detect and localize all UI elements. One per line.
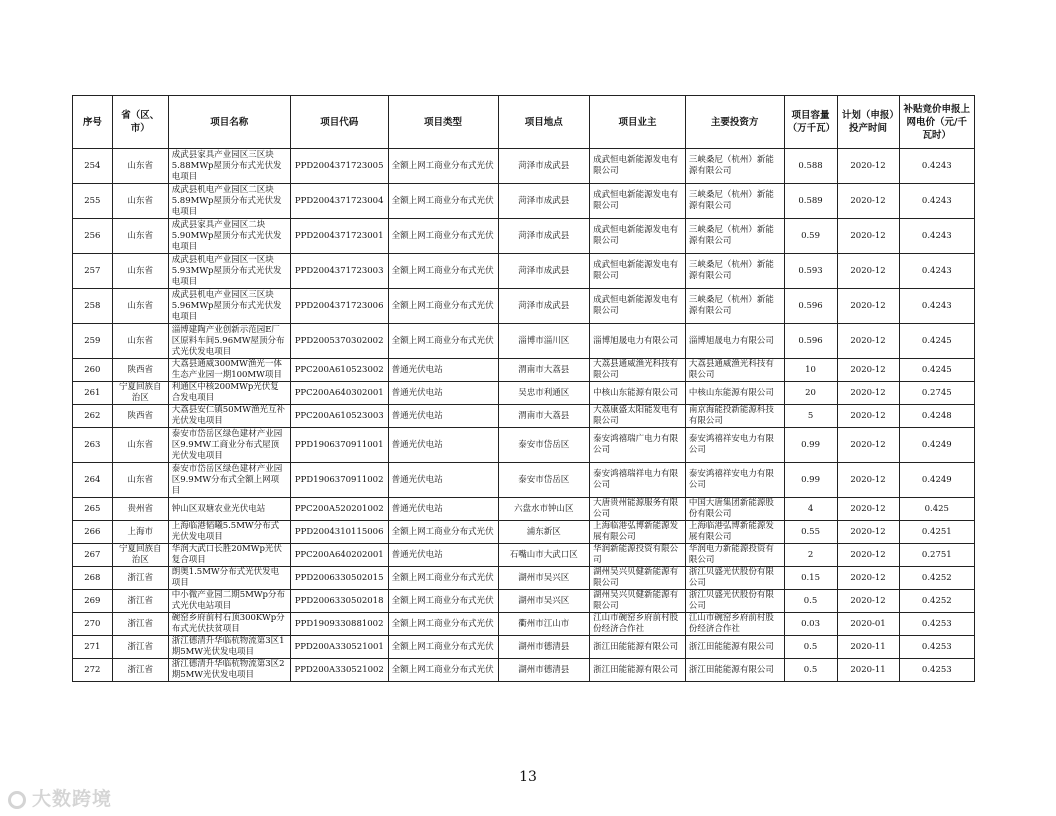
price-cell: 0.4249 [899,463,974,498]
price-cell: 0.4252 [899,567,974,590]
price-cell: 0.4253 [899,613,974,636]
price-cell: 0.4245 [899,324,974,359]
commission-date-cell: 2020-12 [837,463,899,498]
table-row [73,184,975,219]
province-cell: 山东省 [112,463,168,498]
project-code-cell: PPC200A610523002 [290,359,388,382]
serial-cell: 264 [73,463,113,498]
province-cell: 贵州省 [112,498,168,521]
project-code-cell: PPD2004371723001 [290,219,388,254]
province-cell: 浙江省 [112,613,168,636]
project-name-cell: 泰安市岱岳区绿色建材产业园区9.9MW分布式全额上网项目 [168,463,290,498]
table-row [73,219,975,254]
serial-cell: 255 [73,184,113,219]
project-type-cell: 全额上网工商业分布式光伏 [388,289,498,324]
header-commission-date: 计划（申报）投产时间 [837,96,899,149]
capacity-cell: 0.5 [784,659,837,682]
capacity-cell: 0.596 [784,289,837,324]
commission-date-cell: 2020-12 [837,544,899,567]
owner-cell: 浙江田能能源有限公司 [590,659,686,682]
owner-cell: 成武恒电新能源发电有限公司 [590,219,686,254]
commission-date-cell: 2020-11 [837,659,899,682]
investor-cell: 南京海能投新能源科技有限公司 [685,405,784,428]
investor-cell: 浙江田能能源有限公司 [685,659,784,682]
project-type-cell: 普通光伏电站 [388,428,498,463]
commission-date-cell: 2020-12 [837,521,899,544]
project-name-cell: 华润大武口长胜20MWp光伏复合项目 [168,544,290,567]
commission-date-cell: 2020-12 [837,405,899,428]
location-cell: 浦东新区 [498,521,590,544]
watermark [8,784,112,811]
price-cell: 0.4248 [899,405,974,428]
province-cell: 宁夏回族自治区 [112,544,168,567]
project-code-cell: PPD2004371723005 [290,149,388,184]
table-row [73,636,975,659]
table-row [73,498,975,521]
project-name-cell: 泰安市岱岳区绿色建材产业园区9.9MW工商业分布式屋顶光伏发电项目 [168,428,290,463]
serial-cell: 256 [73,219,113,254]
table-row [73,324,975,359]
price-cell: 0.4251 [899,521,974,544]
serial-cell: 257 [73,254,113,289]
capacity-cell: 10 [784,359,837,382]
header-bid-price: 补贴竞价申报上网电价（元/千瓦时） [899,96,974,149]
table-row [73,359,975,382]
project-code-cell: PPD2006330502015 [290,567,388,590]
location-cell: 石嘴山市大武口区 [498,544,590,567]
header-project-owner: 项目业主 [590,96,686,149]
location-cell: 淄博市淄川区 [498,324,590,359]
province-cell: 山东省 [112,254,168,289]
capacity-cell: 0.5 [784,590,837,613]
table-row [73,544,975,567]
watermark-text: 大数跨境 [32,788,113,810]
capacity-cell: 5 [784,405,837,428]
commission-date-cell: 2020-12 [837,184,899,219]
header-capacity: 项目容量（万千瓦） [784,96,837,149]
project-type-cell: 全额上网工商业分布式光伏 [388,521,498,544]
capacity-cell: 2 [784,544,837,567]
header-project-type: 项目类型 [388,96,498,149]
province-cell: 浙江省 [112,636,168,659]
investor-cell: 三峡桑尼（杭州）新能源有限公司 [685,254,784,289]
province-cell: 山东省 [112,184,168,219]
project-code-cell: PPD1906370911001 [290,428,388,463]
header-project-location: 项目地点 [498,96,590,149]
project-name-cell: 成武县机电产业园区二区块5.89MWp屋顶分布式光伏发电项目 [168,184,290,219]
capacity-cell: 20 [784,382,837,405]
owner-cell: 湖州吴兴贝健新能源有限公司 [590,567,686,590]
location-cell: 菏泽市成武县 [498,149,590,184]
owner-cell: 泰安鸿禧瑞广电力有限公司 [590,428,686,463]
table-row [73,289,975,324]
serial-cell: 263 [73,428,113,463]
province-cell: 山东省 [112,428,168,463]
price-cell: 0.2751 [899,544,974,567]
capacity-cell: 0.03 [784,613,837,636]
project-name-cell: 淄博建陶产业创新示范园E厂区原料车间5.96MW屋顶分布式光伏发电项目 [168,324,290,359]
project-name-cell: 利通区中核200MWp光伏复合发电项目 [168,382,290,405]
owner-cell: 浙江田能能源有限公司 [590,636,686,659]
capacity-cell: 0.5 [784,636,837,659]
table-row [73,382,975,405]
header-project-code: 项目代码 [290,96,388,149]
price-cell: 0.4243 [899,219,974,254]
location-cell: 湖州市德清县 [498,659,590,682]
project-name-cell: 上海临港韬曦5.5MW分布式光伏发电项目 [168,521,290,544]
project-code-cell: PPC200A640202001 [290,544,388,567]
owner-cell: 成武恒电新能源发电有限公司 [590,149,686,184]
project-code-cell: PPD2005370302002 [290,324,388,359]
project-name-cell: 碗窑乡府前村石顶300KWp分布式光伏扶贫项目 [168,613,290,636]
investor-cell: 泰安鸿禧祥安电力有限公司 [685,463,784,498]
header-main-investor: 主要投资方 [685,96,784,149]
location-cell: 菏泽市成武县 [498,184,590,219]
location-cell: 渭南市大荔县 [498,359,590,382]
commission-date-cell: 2020-12 [837,590,899,613]
table-row [73,254,975,289]
price-cell: 0.4243 [899,289,974,324]
capacity-cell: 0.99 [784,463,837,498]
project-name-cell: 成武县家具产业园区二块5.90MWp屋顶分布式光伏发电项目 [168,219,290,254]
location-cell: 六盘水市钟山区 [498,498,590,521]
project-name-cell: 朗奥1.5MW分布式光伏发电项目 [168,567,290,590]
capacity-cell: 0.55 [784,521,837,544]
owner-cell: 成武恒电新能源发电有限公司 [590,254,686,289]
project-code-cell: PPD200A330521001 [290,636,388,659]
investor-cell: 华润电力新能源投资有限公司 [685,544,784,567]
capacity-cell: 0.99 [784,428,837,463]
project-type-cell: 普通光伏电站 [388,463,498,498]
price-cell: 0.4253 [899,659,974,682]
capacity-cell: 0.593 [784,254,837,289]
owner-cell: 淄博旭晟电力有限公司 [590,324,686,359]
table-row [73,613,975,636]
serial-cell: 269 [73,590,113,613]
price-cell: 0.4249 [899,428,974,463]
investor-cell: 上海临港弘博新能源发展有限公司 [685,521,784,544]
owner-cell: 大唐贵州能源服务有限公司 [590,498,686,521]
project-code-cell: PPD2004371723004 [290,184,388,219]
project-type-cell: 全额上网工商业分布式光伏 [388,219,498,254]
price-cell: 0.4253 [899,636,974,659]
project-name-cell: 成武县机电产业园区三区块5.96MWp屋顶分布式光伏发电项目 [168,289,290,324]
serial-cell: 266 [73,521,113,544]
serial-cell: 260 [73,359,113,382]
commission-date-cell: 2020-12 [837,567,899,590]
price-cell: 0.2745 [899,382,974,405]
serial-cell: 259 [73,324,113,359]
serial-cell: 261 [73,382,113,405]
project-name-cell: 成武县机电产业园区一区块5.93MWp屋顶分布式光伏发电项目 [168,254,290,289]
province-cell: 浙江省 [112,659,168,682]
table-row [73,590,975,613]
investor-cell: 大荔县通威渔光科技有限公司 [685,359,784,382]
serial-cell: 262 [73,405,113,428]
serial-cell: 272 [73,659,113,682]
investor-cell: 三峡桑尼（杭州）新能源有限公司 [685,289,784,324]
price-cell: 0.4245 [899,359,974,382]
serial-cell: 265 [73,498,113,521]
project-code-cell: PPD2004310115006 [290,521,388,544]
project-code-cell: PPD1909330881002 [290,613,388,636]
location-cell: 湖州市吴兴区 [498,567,590,590]
header-project-name: 项目名称 [168,96,290,149]
location-cell: 泰安市岱岳区 [498,463,590,498]
province-cell: 山东省 [112,289,168,324]
commission-date-cell: 2020-12 [837,498,899,521]
project-code-cell: PPD2004371723006 [290,289,388,324]
project-type-cell: 全额上网工商业分布式光伏 [388,324,498,359]
project-name-cell: 成武县家具产业园区三区块5.88MWp屋顶分布式光伏发电项目 [168,149,290,184]
province-cell: 陕西省 [112,405,168,428]
project-code-cell: PPD2004371723003 [290,254,388,289]
province-cell: 浙江省 [112,567,168,590]
province-cell: 陕西省 [112,359,168,382]
table-row [73,659,975,682]
capacity-cell: 0.588 [784,149,837,184]
owner-cell: 泰安鸿禧瑞祥电力有限公司 [590,463,686,498]
investor-cell: 三峡桑尼（杭州）新能源有限公司 [685,219,784,254]
project-code-cell: PPC200A520201002 [290,498,388,521]
investor-cell: 浙江贝盛光伏股份有限公司 [685,590,784,613]
commission-date-cell: 2020-12 [837,254,899,289]
commission-date-cell: 2020-12 [837,428,899,463]
investor-cell: 中国大唐集团新能源股份有限公司 [685,498,784,521]
capacity-cell: 0.59 [784,219,837,254]
location-cell: 渭南市大荔县 [498,405,590,428]
commission-date-cell: 2020-12 [837,359,899,382]
serial-cell: 254 [73,149,113,184]
price-cell: 0.4243 [899,149,974,184]
project-code-cell: PPC200A640302001 [290,382,388,405]
location-cell: 衢州市江山市 [498,613,590,636]
province-cell: 上海市 [112,521,168,544]
price-cell: 0.4243 [899,254,974,289]
project-type-cell: 普通光伏电站 [388,498,498,521]
project-type-cell: 全额上网工商业分布式光伏 [388,636,498,659]
commission-date-cell: 2020-12 [837,219,899,254]
province-cell: 山东省 [112,149,168,184]
capacity-cell: 0.589 [784,184,837,219]
project-code-cell: PPC200A610523003 [290,405,388,428]
location-cell: 菏泽市成武县 [498,254,590,289]
commission-date-cell: 2020-11 [837,636,899,659]
owner-cell: 中核山东能源有限公司 [590,382,686,405]
location-cell: 湖州市吴兴区 [498,590,590,613]
investor-cell: 三峡桑尼（杭州）新能源有限公司 [685,149,784,184]
investor-cell: 中核山东能源有限公司 [685,382,784,405]
watermark-logo-icon [8,791,26,809]
table-row [73,521,975,544]
header-province: 省（区、市） [112,96,168,149]
province-cell: 山东省 [112,219,168,254]
table-row [73,463,975,498]
price-cell: 0.4252 [899,590,974,613]
project-type-cell: 全额上网工商业分布式光伏 [388,659,498,682]
province-cell: 浙江省 [112,590,168,613]
project-code-cell: PPD200A330521002 [290,659,388,682]
project-type-cell: 全额上网工商业分布式光伏 [388,149,498,184]
location-cell: 菏泽市成武县 [498,289,590,324]
project-name-cell: 大荔县安仁镇50MW渔光互补光伏发电项目 [168,405,290,428]
price-cell: 0.4243 [899,184,974,219]
investor-cell: 三峡桑尼（杭州）新能源有限公司 [685,184,784,219]
owner-cell: 成武恒电新能源发电有限公司 [590,289,686,324]
commission-date-cell: 2020-12 [837,289,899,324]
project-name-cell: 浙江德清升华临杭物流第3区2期5MW光伏发电项目 [168,659,290,682]
province-cell: 宁夏回族自治区 [112,382,168,405]
project-type-cell: 全额上网工商业分布式光伏 [388,184,498,219]
header-serial: 序号 [73,96,113,149]
owner-cell: 江山市碗窑乡府前村股份经济合作社 [590,613,686,636]
project-type-cell: 全额上网工商业分布式光伏 [388,254,498,289]
capacity-cell: 0.15 [784,567,837,590]
owner-cell: 华润新能源投资有限公司 [590,544,686,567]
project-type-cell: 全额上网工商业分布式光伏 [388,590,498,613]
investor-cell: 浙江贝盛光伏股份有限公司 [685,567,784,590]
owner-cell: 大荔康盛太阳能发电有限公司 [590,405,686,428]
investor-cell: 泰安鸿禧祥安电力有限公司 [685,428,784,463]
investor-cell: 淄博旭晟电力有限公司 [685,324,784,359]
project-type-cell: 全额上网工商业分布式光伏 [388,567,498,590]
price-cell: 0.425 [899,498,974,521]
project-code-cell: PPD2006330502018 [290,590,388,613]
project-name-cell: 大荔县通威300MW渔光一体生态产业园一期100MW项目 [168,359,290,382]
project-type-cell: 普通光伏电站 [388,382,498,405]
serial-cell: 258 [73,289,113,324]
commission-date-cell: 2020-12 [837,149,899,184]
investor-cell: 江山市碗窑乡府前村股份经济合作社 [685,613,784,636]
location-cell: 菏泽市成武县 [498,219,590,254]
capacity-cell: 4 [784,498,837,521]
project-type-cell: 全额上网工商业分布式光伏 [388,613,498,636]
location-cell: 泰安市岱岳区 [498,428,590,463]
project-name-cell: 中小微产业园二期5MWp分布式光伏电站项目 [168,590,290,613]
project-type-cell: 普通光伏电站 [388,359,498,382]
owner-cell: 成武恒电新能源发电有限公司 [590,184,686,219]
commission-date-cell: 2020-12 [837,324,899,359]
investor-cell: 浙江田能能源有限公司 [685,636,784,659]
project-type-cell: 普通光伏电站 [388,405,498,428]
commission-date-cell: 2020-01 [837,613,899,636]
owner-cell: 大荔县通威渔光科技有限公司 [590,359,686,382]
location-cell: 湖州市德清县 [498,636,590,659]
serial-cell: 270 [73,613,113,636]
project-name-cell: 浙江德清升华临杭物流第3区1期5MW光伏发电项目 [168,636,290,659]
table-row [73,567,975,590]
page-number: 13 [519,769,537,785]
project-table [72,95,975,682]
owner-cell: 上海临港弘博新能源发展有限公司 [590,521,686,544]
table-header-row [73,96,975,149]
owner-cell: 湖州吴兴贝健新能源有限公司 [590,590,686,613]
serial-cell: 271 [73,636,113,659]
project-name-cell: 钟山区双塘农业光伏电站 [168,498,290,521]
project-type-cell: 普通光伏电站 [388,544,498,567]
table-row [73,149,975,184]
province-cell: 山东省 [112,324,168,359]
commission-date-cell: 2020-12 [837,382,899,405]
table-row [73,428,975,463]
serial-cell: 267 [73,544,113,567]
serial-cell: 268 [73,567,113,590]
project-code-cell: PPD1906370911002 [290,463,388,498]
table-row [73,405,975,428]
capacity-cell: 0.596 [784,324,837,359]
location-cell: 吴忠市利通区 [498,382,590,405]
